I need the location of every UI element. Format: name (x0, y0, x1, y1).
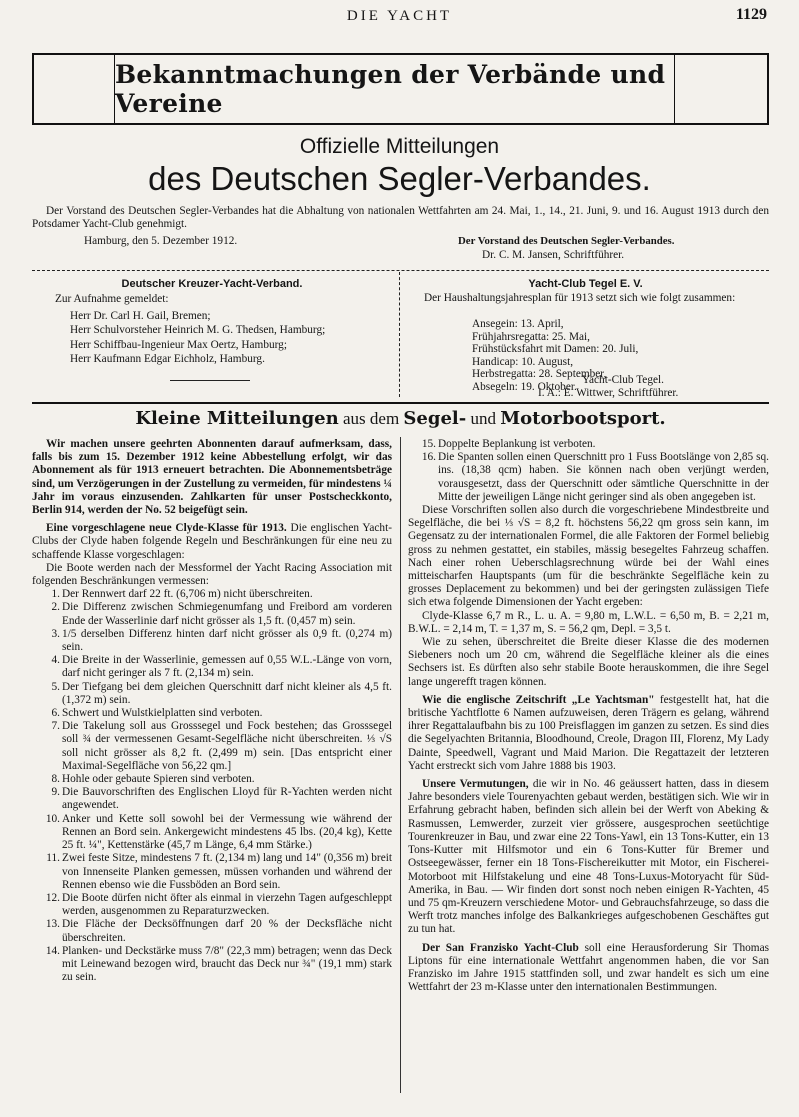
kleine-title-conn2: und (470, 409, 496, 428)
divider-solid (32, 402, 769, 404)
rule-item: 6. Schwert und Wulstkielplatten sind verboten. (51, 707, 263, 720)
rule-item: 13. Die Fläche der Decksöffnungen darf 20 % der Decksfläche nicht überschreiten. (45, 918, 392, 944)
yachtsman-body: festgestellt hat, hat die britische Yachtflotte 6 Namen aufzuweisen, deren Trägern es gelang, während ihrer Regattalaufbahn bis zu 100 Preisflaggen im ganzen zu setzen. Es sind dies die Segelyachten Britannia, Bloodhound, Creole, Dragon III, Florenz, My Lady Dainte, Speedwell, Vagrant und Maid Marion. Die Regattazeit der letzteren Yacht erstreckt sich vom Jahre 1888 bis 1903. (408, 693, 770, 772)
banner-title: Bekanntmachungen der Verbände und Vereine (115, 60, 666, 118)
tegel-intro: Der Haushaltungsjahresplan für 1913 setzt sich wie folgt zusammen: (424, 292, 736, 304)
short-rule (170, 380, 250, 381)
rule-item: 10. Anker und Kette soll sowohl bei der Vermessung wie während der Rennen an Bord sein. Ankergewicht mindestens 45 lbs. (20,4 kg), Kette 25 ft. ¼", Kettenstärke (45,7 m Länge, 6,4 mm Stärke.) (45, 812, 392, 852)
tegel-item: Absegeln: 19. Oktober. (472, 380, 577, 393)
rule-item: 9. Die Bauvorschriften des Englischen Lloyd für R-Yachten werden nicht angewendet. (51, 786, 392, 812)
kleine-mitteilungen-heading (32, 408, 769, 429)
kreuzer-intro: Zur Aufnahme gemeldet: (55, 293, 169, 305)
yachtsman-lead: Wie die englische Zeitschrift „Le Yachtsman" (422, 693, 655, 706)
clyde-commentary: Diese Vorschriften sollen also durch die vorgeschriebene Mindestbreite und Segelfläche, die bei ⅓ √S = 8,2 ft. höchstens 56,22 qm gross sein kann, im Gegensatz zu der internationalen Formel, die alle Faktoren der Formel beliebig gross zu nehmen gestattet, ein stabiles, mässig besegeltes Fahrzeug schaffen. Nach einer rohen Ueberschlagsrechnung würde bei der Wahl eines mitteischarfen Hauptspants (um für die beschränkte Segelfläche kein zu grosses Deplacement zu bekommen) und bei der geringsten zulässigen Tiefe sich etwa folgende Dimensionen der Yacht ergeben: (408, 504, 769, 609)
rule-item: 16. Die Spanten sollen einen Querschnitt pro 1 Fuss Bootslänge von 2,85 sq. ins. (18,38 qcm) haben. Sie können nach oben verjüngt werden, vorausgesetzt, dass der Querschnitt oder sämtliche Querschnitte in der Mitte der jeweiligen Länge nicht geringer sind als oben angegeben ist. (421, 451, 769, 503)
official-signature-org: Der Vorstand des Deutschen Segler-Verbandes. (458, 235, 675, 247)
vermutungen-paragraph (408, 778, 769, 936)
vermutungen-body: die wir in No. 46 geäussert hatten, dass in diesem Jahre besonders viele Tourenyachten gebaut werden, bestätigen sich. Wie wir in Erfahrung gebracht haben, befinden sich allein bei der Werft von Abeking & Rasmussen, Lemwerder, zurzeit vier grössere, ausgesprochen seetüchtige Tourenkreuzer in Bau, und zwar eine 22 Tons-Yawl, ein 13 Tons-Kutter, ein 13 Tons-Kutter mit Hilfsmotor und ein 6 Tons-Kutter für Bremer und Ostseegewässer, ferner ein 18 Tons-Fischereikutter mit Motor, ein Fischerei-Motorboot mit Hilfstakelung und eine 48 Tons-Luxus-Motoryacht für Süd-Amerika, in Bau. — Wir finden dort sonst noch neben einigen R-Yachten, 45 und 75 qm-Kreuzern verschiedene Motor- und Gebrauchsfahrzeuge, so dass die Werft trotz manches infolge des Balkankrieges aufgeschobenen Geschäftes gut zu tun hat. (408, 778, 769, 936)
rule-item: 8. Hohle oder gebaute Spieren sind verboten. (51, 773, 255, 786)
tegel-signature-club: Yacht-Club Tegel. (582, 374, 664, 386)
banner-inner-frame (114, 55, 675, 123)
tegel-item: Frühstücksfahrt mit Damen: 20. Juli, (472, 343, 639, 356)
sanfrancisco-paragraph (408, 942, 769, 995)
rule-item: 15. Doppelte Beplankung ist verboten. (421, 438, 596, 450)
clyde-paragraph (32, 522, 392, 562)
page-number: 1129 (735, 6, 767, 23)
kleine-title-conn1: aus dem (342, 409, 400, 428)
sanfrancisco-lead: Der San Franzisko Yacht-Club (422, 941, 579, 954)
clyde-conclusion: Wie zu sehen, überschreitet die Breite dieser Klasse die des modernen Siebeners noch um 20 cm, während die Segelfläche kleiner als die eines Sechsers ist. Es dürften also sehr stabile Boote herauskommen, die ihre Segel lange ungerefft tragen können. (408, 636, 769, 688)
rule-item: 1. Der Rennwert darf 22 ft. (6,706 m) nicht überschreiten. (51, 588, 313, 601)
kreuzer-member: Herr Kaufmann Edgar Eichholz, Hamburg. (70, 353, 265, 366)
kleine-title-main: Kleine Mitteilungen (135, 408, 339, 429)
rule-item: 7. Die Takelung soll aus Grosssegel und Fock bestehen; das Grosssegel soll ¾ der vermessenen Gesamt-Segelfläche nicht überschreiten. ⅓ √S soll nicht grösser als 8,2 ft. (2,499 m) sein. [Das entspricht einer Maximal-Segelfläche von 56,22 qm.] (51, 720, 392, 772)
column-divider-dashed (399, 272, 400, 397)
clyde-dimensions: Clyde-Klasse 6,7 m R., L. u. A. = 9,80 m, L.W.L. = 6,50 m, B. = 2,21 m, B.W.L. = 2,14 m, T. = 1,37 m, S. = 56,2 qm, Depl. = 3,5 t. (408, 609, 769, 635)
rule-item: 11. Zwei feste Sitze, mindestens 7 ft. (2,134 m) lang und 14" (0,356 m) breit von Innenseite Planken gemessen, müssen vorhanden und während der Rennen ebenso wie die Fussböden an Bord sein. (46, 852, 392, 891)
clyde-lead: Eine vorgeschlagene neue Clyde-Klasse für 1913. (46, 522, 287, 535)
column-rule (400, 437, 401, 1093)
kreuzer-members (70, 309, 390, 367)
rule-item: 4. Die Breite in der Wasserlinie, gemessen auf 0,55 W.L.-Länge von vorn, darf nicht geringer als 7 ft. (2,134 m) sein. (51, 654, 392, 680)
sanfrancisco-body: soll eine Herausforderung Sir Thomas Liptons für eine internationale Wettfahrt angenommen haben, die vor San Franzisko im Jahre 1915 stattfinden soll, und zwar handelt es sich um eine Wettfahrt der 23 m-Klasse unter den internationalen Bestimmungen. (408, 941, 769, 994)
running-header: DIE YACHT (346, 8, 453, 24)
clyde-rules-list (32, 588, 392, 984)
rule-item: 5. Der Tiefgang bei dem gleichen Querschnitt darf nicht kleiner als 4,5 ft. (1,372 m) sein. (51, 680, 392, 706)
tegel-title: Yacht-Club Tegel E. V. (528, 278, 643, 290)
kreuzer-member: Herr Schulvorsteher Heinrich M. G. Thedsen, Hamburg; (70, 324, 326, 337)
kreuzer-member: Herr Dr. Carl H. Gail, Bremen; (70, 310, 211, 322)
tegel-item: Ansegein: 13. April, (472, 318, 564, 330)
vermutungen-lead: Unsere Vermutungen, (422, 778, 529, 791)
official-body: Der Vorstand des Deutschen Segler-Verbandes hat die Abhaltung von nationalen Wettfahrten am 24. Mai, 1., 14., 21. Juni, 9. und 16. August 1913 durch den Potsdamer Yacht-Club genehmigt. (32, 205, 769, 231)
rule-item: 3. 1/5 derselben Differenz hinten darf nicht grösser als 0,9 ft. (0,274 m) sein. (51, 627, 392, 654)
clyde-body: Die englischen Yacht-Clubs der Clyde haben folgende Regeln und Beschränkungen für eine neu zu schaffende Klasse vorgeschlagen: (32, 522, 392, 561)
kleine-title-segel: Segel- (403, 408, 467, 429)
rule-item: 12. Die Boote dürfen nicht öfter als einmal in vierzehn Tagen aufgeschleppt werden, ausgenommen zu Reparaturzwecken. (45, 891, 392, 918)
official-heading-line2: des Deutschen Segler-Verbandes. (148, 160, 651, 197)
clyde-body2: Die Boote werden nach der Messformel der Yacht Racing Association mit folgenden Beschränkungen vermessen: (32, 561, 392, 588)
tegel-item: Handicap: 10. August, (472, 355, 574, 368)
rule-item: 2. Die Differenz zwischen Schmiegenumfang und Freibord am vorderen Ende der Wasserlinie darf nicht grösser als 1,5 ft. (0,457 m) sein. (51, 601, 392, 627)
kleine-title-motor: Motorbootsport. (500, 408, 666, 429)
official-signature-name: Dr. C. M. Jansen, Schriftführer. (482, 249, 625, 261)
tegel-item: Herbstregatta: 28. September, (472, 368, 607, 381)
rule-item: 14. Planken- und Deckstärke muss 7/8" (22,3 mm) betragen; wenn das Deck mit Leinewand bezogen wird, braucht das Deck nur ¾" (19,1 mm) stark zu sein. (45, 944, 392, 984)
clyde-rules-list-cont (408, 438, 769, 504)
tegel-item: Frühjahrsregatta: 25. Mai, (472, 330, 590, 343)
kreuzer-member: Herr Schiffbau-Ingenieur Max Oertz, Hamburg; (70, 338, 287, 351)
right-column (408, 438, 769, 994)
tegel-signature-name: I. A.: E. Wittwer, Schriftführer. (538, 387, 679, 399)
yachtsman-paragraph (408, 694, 769, 773)
divider-dashed (32, 270, 769, 271)
official-heading-line1: Offizielle Mitteilungen (299, 135, 500, 158)
section-banner (32, 53, 769, 125)
kreuzer-title: Deutscher Kreuzer-Yacht-Verband. (121, 278, 303, 290)
subscription-notice: Wir machen unsere geehrten Abonnenten darauf aufmerksam, dass, falls bis zum 15. Dezember 1912 keine Abbestellung erfolgt, wir das Abonnement als für 1913 erneuert betrachten. Die Abonnementsbeträge sind, um Verzögerungen in der Zustellung zu vermeiden, für mindestens ¼ Jahr im voraus einzusenden. Zahlkarten für unser Postscheckkonto, Berlin 914, werden der No. 52 beigefügt sein. (32, 438, 392, 517)
official-place-date: Hamburg, den 5. Dezember 1912. (84, 235, 238, 247)
left-column (32, 438, 392, 984)
